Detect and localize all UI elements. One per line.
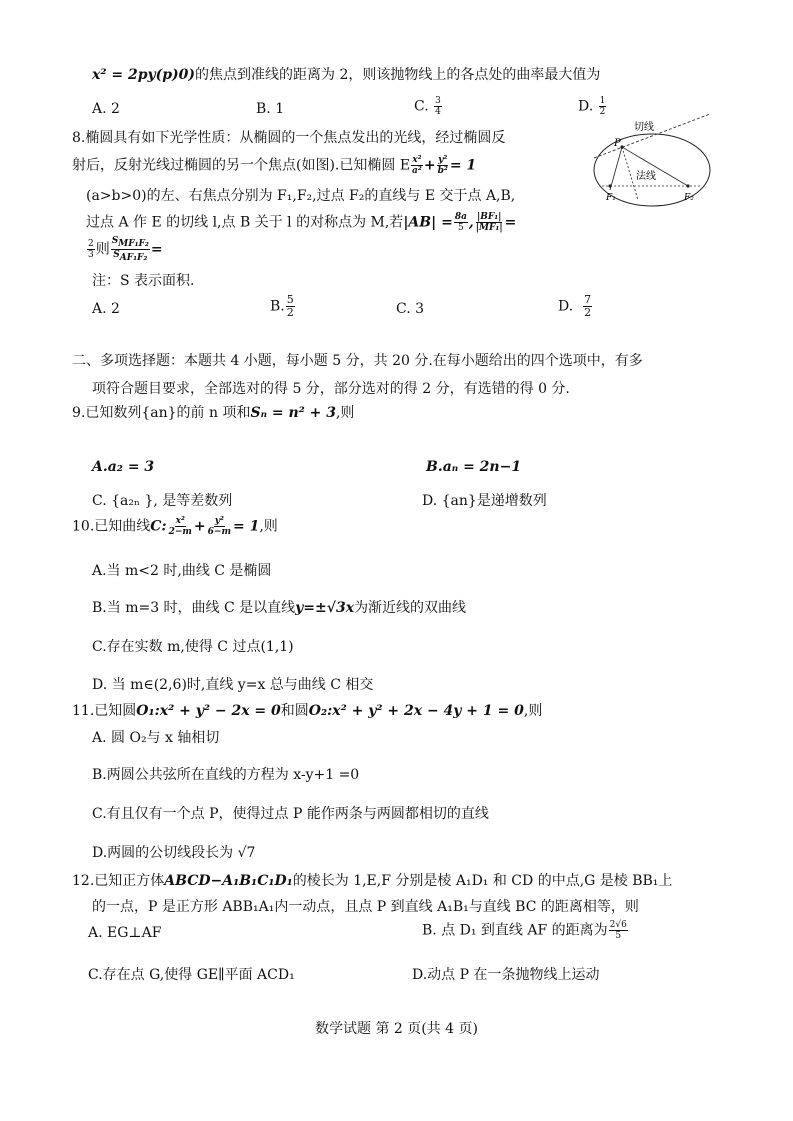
q9-option-c: C. {a₂ₙ }, 是等差数列 [92, 493, 233, 509]
q7-c-frac: $\frac{3}{4}$ [435, 96, 441, 117]
q11-option-b: B.两圆公共弦所在直线的方程为 x-y+1 =0 [92, 767, 360, 783]
point-p-dot [620, 145, 623, 148]
q10-option-a: A.当 m<2 时,曲线 C 是椭圆 [92, 563, 272, 579]
q12-option-a: A. EG⊥AF [88, 925, 162, 941]
q11-option-c: C.有且仅有一个点 P，使得过点 P 能作两条与两圆都相切的直线 [92, 806, 489, 822]
q9-option-d: D. {an}是递增数列 [422, 493, 547, 509]
section2-line2: 项符合题目要求，全部选对的得 5 分，部分选对的得 2 分，有选错的得 0 分. [92, 381, 570, 397]
q9-stem: 9.已知数列{an}的前 n 项和Sₙ = n² + 3,则 [72, 405, 355, 421]
q8-ellipse-x-frac: $\frac{\text{x²}}{\text{a²}}$ [412, 155, 422, 176]
label-normal: 法线 [636, 171, 656, 182]
q10-option-c: C.存在实数 m,使得 C 过点(1,1) [92, 639, 294, 655]
section2-line1: 二、多项选择题：本题共 4 小题，每小题 5 分，共 20 分.在每小题给出的四个选项中，有多 [72, 353, 643, 369]
q8-line2: 射后，反射光线过椭圆的另一个焦点(如图).已知椭圆 E $\frac{\text{x²}}{\text{a²}}$ + $\frac{\text{y²}}{\text{b²}}$ = 1 [72, 155, 477, 176]
q12-line2: 的一点，P 是正方形 ABB₁A₁内一动点，且点 P 到直线 A₁B₁与直线 BC 的距离相等，则 [92, 899, 639, 915]
q8-note: 注：S 表示面积. [92, 273, 195, 289]
page-footer: 数学试题 第 2 页(共 4 页) [315, 1021, 478, 1037]
label-f2: F₂ [684, 193, 694, 203]
tangent-line [594, 114, 710, 158]
q8-option-d: D. $\frac{7}{2}$ [558, 293, 592, 319]
q9-option-b: B.aₙ = 2n−1 [426, 459, 522, 475]
q9-option-a: A.a₂ = 3 [92, 459, 155, 475]
q8-line5: $\frac{2}{3}$ 则 $\frac{\text{SMF₁F₂}}{\text{SAF₁F₂}}$ = [88, 236, 163, 263]
q8-option-b: B. $\frac{5}{2}$ [270, 293, 294, 319]
q12-option-b: B. 点 D₁ 到直线 AF 的距离为 $\frac{2√6}{5}$ [422, 920, 627, 941]
ray-to-f1 [610, 147, 622, 190]
q7-option-d: D. $\frac{1}{2}$ [578, 96, 606, 117]
label-tangent: 切线 [634, 122, 654, 133]
q12-option-c: C.存在点 G,使得 GE∥平面 ACD₁ [88, 967, 295, 983]
q7-stem [92, 66, 600, 84]
q8-option-a: A. 2 [92, 301, 120, 317]
q7-option-c: C. $\frac{3}{4}$ [414, 96, 441, 117]
label-p: P [614, 138, 621, 149]
q11-option-d: D.两圆的公切线段长为 √7 [92, 845, 256, 861]
focus-f1-dot [608, 184, 611, 187]
q7-text: 的焦点到准线的距离为 2，则该抛物线上的各点处的曲率最大值为 [195, 67, 601, 83]
q10-option-d: D. 当 m∈(2,6)时,直线 y=x 总与曲线 C 相交 [92, 677, 374, 693]
q11-stem: 11.已知圆O₁:x² + y² − 2x = 0和圆O₂:x² + y² + 2x − 4y + 1 = 0,则 [72, 703, 543, 719]
q7-option-a: A. 2 [92, 101, 120, 117]
label-f1: F₁ [606, 193, 616, 203]
q8-ellipse-figure [588, 112, 718, 212]
q10-option-b: B.当 m=3 时，曲线 C 是以直线y=±√3x为渐近线的双曲线 [92, 600, 467, 616]
q8-line3: (a>b>0)的左、右焦点分别为 F₁,F₂,过点 F₂的直线与 E 交于点 A,B, [86, 188, 516, 204]
q10-stem: 10.已知曲线C: $\frac{\text{x²}}{2-m}$ + $\frac{\text{y²}}{6-m}$ = 1,则 [72, 516, 278, 537]
q7-option-b: B. 1 [256, 101, 285, 117]
focus-f2-dot [686, 184, 689, 187]
q7-d-frac: $\frac{1}{2}$ [599, 96, 606, 117]
q8-line4: 过点 A 作 E 的切线 l,点 B 关于 l 的对称点为 M,若|AB| = $\frac{8a}{5}$ , $\frac{\text{|BF₁|}}{\text{|MF₁|}}$ = [86, 212, 517, 233]
q12-line1: 12.已知正方体ABCD−A₁B₁C₁D₁的棱长为 1,E,F 分别是棱 A₁D₁ 和 CD 的中点,G 是棱 BB₁上 [72, 873, 673, 889]
q8-line1: 8.椭圆具有如下光学性质：从椭圆的一个焦点发出的光线，经过椭圆反 [72, 130, 506, 146]
q12-option-d: D.动点 P 在一条抛物线上运动 [412, 967, 600, 983]
q11-option-a: A. 圆 O₂与 x 轴相切 [92, 730, 220, 746]
q8-option-c: C. 3 [396, 301, 425, 317]
q7-math: x² = 2py(p)0) [92, 67, 196, 83]
q8-ellipse-y-frac: $\frac{\text{y²}}{\text{b²}}$ [437, 155, 448, 176]
